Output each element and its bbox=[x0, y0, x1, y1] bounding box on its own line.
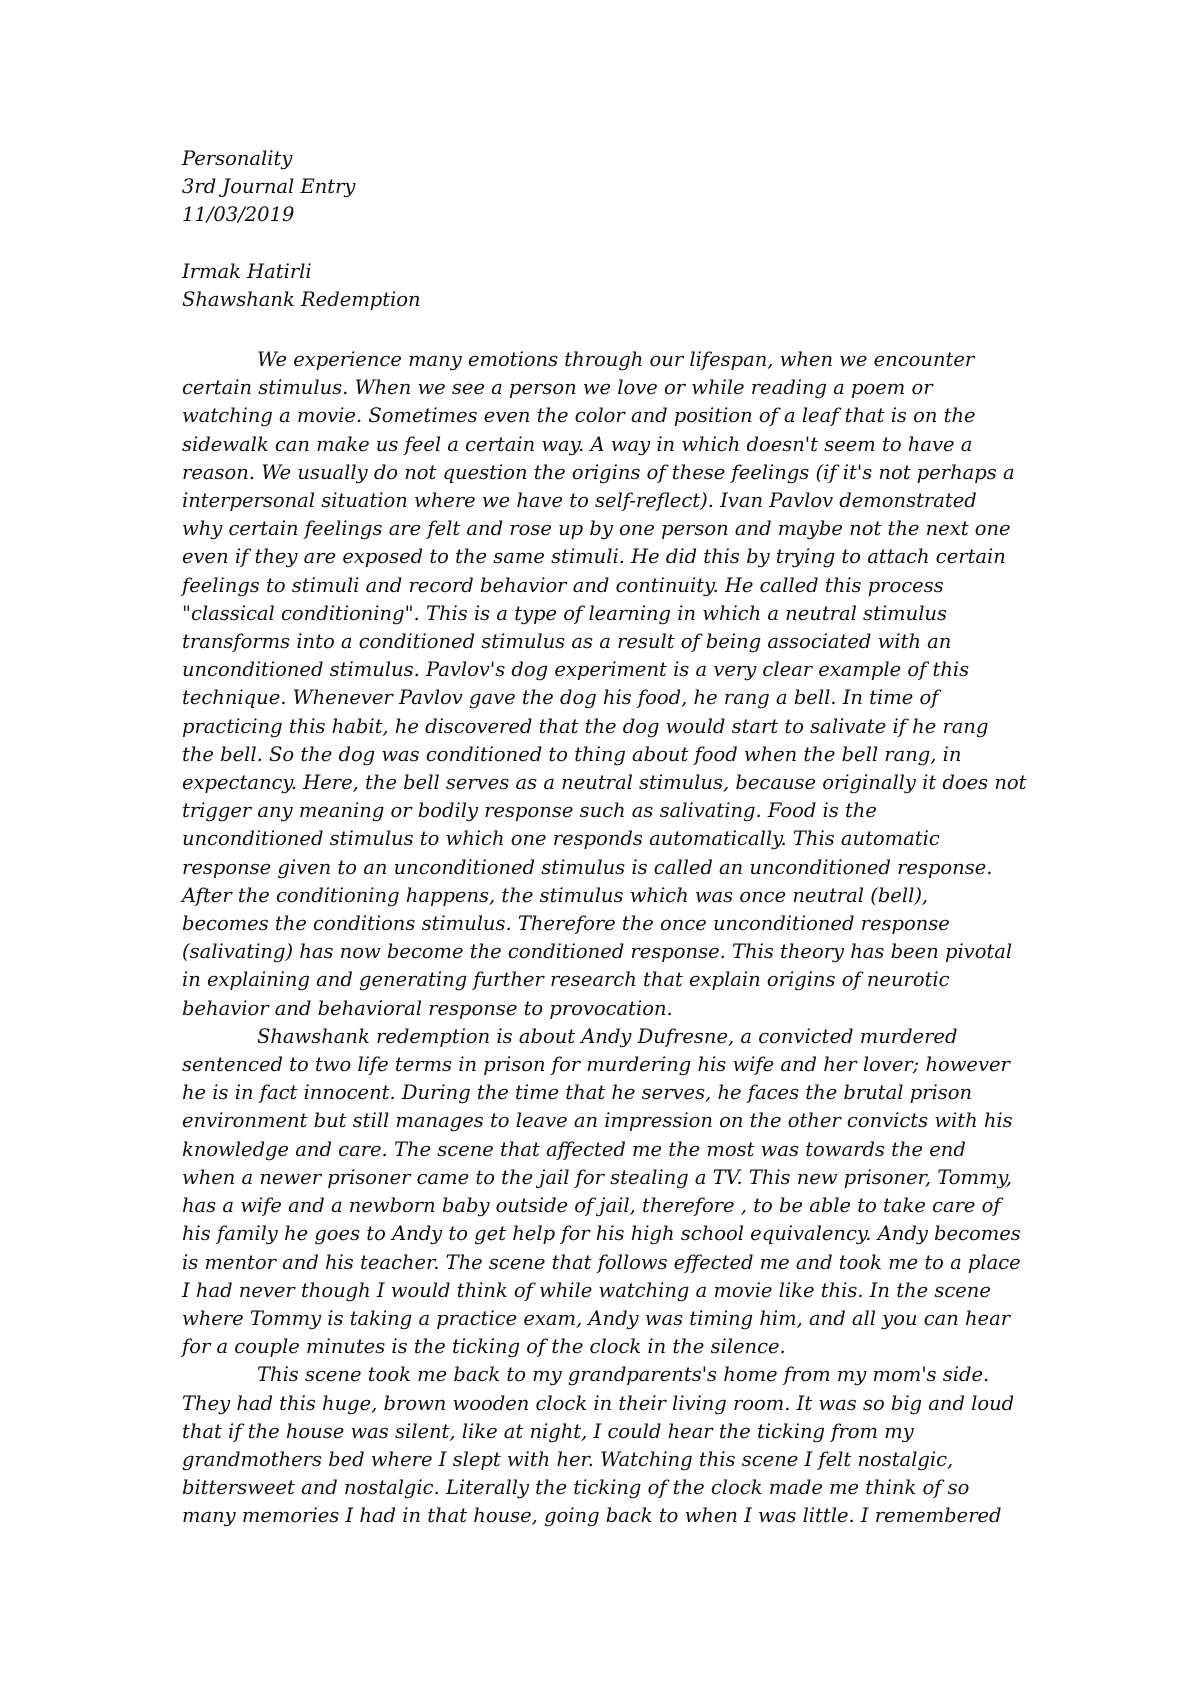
paragraph-line: unconditioned stimulus to which one responds automatically. This automatic bbox=[182, 827, 940, 851]
paragraph-line: feelings to stimuli and record behavior and continuity. He called this process bbox=[182, 573, 944, 597]
entry-date: 11/03/2019 bbox=[182, 203, 295, 227]
paragraph-line: is mentor and his teacher. The scene that follows effected me and took me to a place bbox=[182, 1250, 1021, 1274]
paragraph-line: technique. Whenever Pavlov gave the dog his food, he rang a bell. In time of bbox=[182, 686, 939, 710]
paragraph-line: behavior and behavioral response to provocation. bbox=[182, 996, 673, 1020]
paragraph-line: trigger any meaning or bodily response such as salivating. Food is the bbox=[182, 799, 877, 823]
paragraph-line: when a newer prisoner came to the jail for stealing a TV. This new prisoner, Tommy, bbox=[182, 1165, 1013, 1189]
paragraph-line: response given to an unconditioned stimulus is called an unconditioned response. bbox=[182, 855, 993, 879]
paragraph-line: becomes the conditions stimulus. Therefore the once unconditioned response bbox=[182, 912, 950, 936]
paragraph-line: "classical conditioning". This is a type of learning in which a neutral stimulus bbox=[182, 601, 947, 625]
paragraph-line: expectancy. Here, the bell serves as a neutral stimulus, because originally it does not bbox=[182, 771, 1027, 795]
paragraph-line: has a wife and a newborn baby outside of jail, therefore , to be able to take care of bbox=[182, 1194, 1001, 1218]
paragraph-line: They had this huge, brown wooden clock in their living room. It was so big and loud bbox=[182, 1391, 1015, 1415]
paragraph-line: bittersweet and nostalgic. Literally the ticking of the clock made me think of so bbox=[182, 1476, 970, 1500]
paragraph-line: environment but still manages to leave an impression on the other convicts with his bbox=[182, 1109, 1013, 1133]
paragraph-line: certain stimulus. When we see a person we love or while reading a poem or bbox=[182, 376, 933, 400]
author-name: Irmak Hatirli bbox=[182, 259, 312, 283]
header-spacer bbox=[182, 230, 421, 258]
entry-subject: Shawshank Redemption bbox=[182, 288, 421, 311]
paragraph-line: Shawshank redemption is about Andy Dufresne, a convicted murdered bbox=[257, 1024, 958, 1048]
paragraph-line: practicing this habit, he discovered that the dog would start to salivate if he rang bbox=[182, 714, 989, 738]
paragraph-line: many memories I had in that house, going back to when I was little. I remembered bbox=[182, 1504, 1002, 1528]
paragraph-line: (salivating) has now become the conditioned response. This theory has been pivotal bbox=[182, 940, 1013, 964]
paragraph-line: unconditioned stimulus. Pavlov's dog experiment is a very clear example of this bbox=[182, 658, 970, 682]
paragraph-line: watching a movie. Sometimes even the color and position of a leaf that is on the bbox=[182, 404, 976, 428]
entry-header bbox=[182, 145, 421, 314]
entry-label: 3rd Journal Entry bbox=[182, 175, 356, 199]
paragraph-line: he is in fact innocent. During the time that he serves, he faces the brutal prison bbox=[182, 1081, 973, 1105]
paragraph-line: that if the house was silent, like at night, I could hear the ticking from my bbox=[182, 1419, 914, 1443]
paragraph-line: I had never though I would think of while watching a movie like this. In the scene bbox=[182, 1278, 991, 1302]
paragraph-line: his family he goes to Andy to get help for his high school equivalency. Andy becomes bbox=[182, 1222, 1021, 1246]
paragraph-line: knowledge and care. The scene that affected me the most was towards the end bbox=[182, 1137, 966, 1161]
paragraph-line: This scene took me back to my grandparents's home from my mom's side. bbox=[257, 1363, 990, 1387]
paragraph-line: interpersonal situation where we have to self-reflect). Ivan Pavlov demonstrated bbox=[182, 489, 977, 513]
paragraph-line: We experience many emotions through our lifespan, when we encounter bbox=[257, 348, 975, 371]
paragraph-line: After the conditioning happens, the stimulus which was once neutral (bell), bbox=[182, 883, 929, 907]
paragraph-line: for a couple minutes is the ticking of the clock in the silence. bbox=[182, 1335, 786, 1359]
paragraph-line: the bell. So the dog was conditioned to thing about food when the bell rang, in bbox=[182, 742, 962, 766]
paragraph-line: reason. We usually do not question the origins of these feelings (if it's not perhaps a bbox=[182, 460, 1015, 484]
paragraph-line: even if they are exposed to the same stimuli. He did this by trying to attach certain bbox=[182, 545, 1006, 569]
paragraph-line: transforms into a conditioned stimulus as a result of being associated with an bbox=[182, 630, 952, 654]
paragraph-line: sentenced to two life terms in prison for murdering his wife and her lover; however bbox=[182, 1053, 1010, 1077]
paragraph-line: where Tommy is taking a practice exam, Andy was timing him, and all you can hear bbox=[182, 1306, 1011, 1330]
paragraph-line: why certain feelings are felt and rose up by one person and maybe not the next one bbox=[182, 517, 1011, 541]
journal-body bbox=[182, 346, 1042, 1531]
paragraph-line: in explaining and generating further research that explain origins of neurotic bbox=[182, 968, 950, 992]
paragraph-line: sidewalk can make us feel a certain way. A way in which doesn't seem to have a bbox=[182, 432, 973, 456]
paragraph-line: grandmothers bed where I slept with her. Watching this scene I felt nostalgic, bbox=[182, 1447, 954, 1471]
course-name: Personality bbox=[182, 147, 293, 170]
